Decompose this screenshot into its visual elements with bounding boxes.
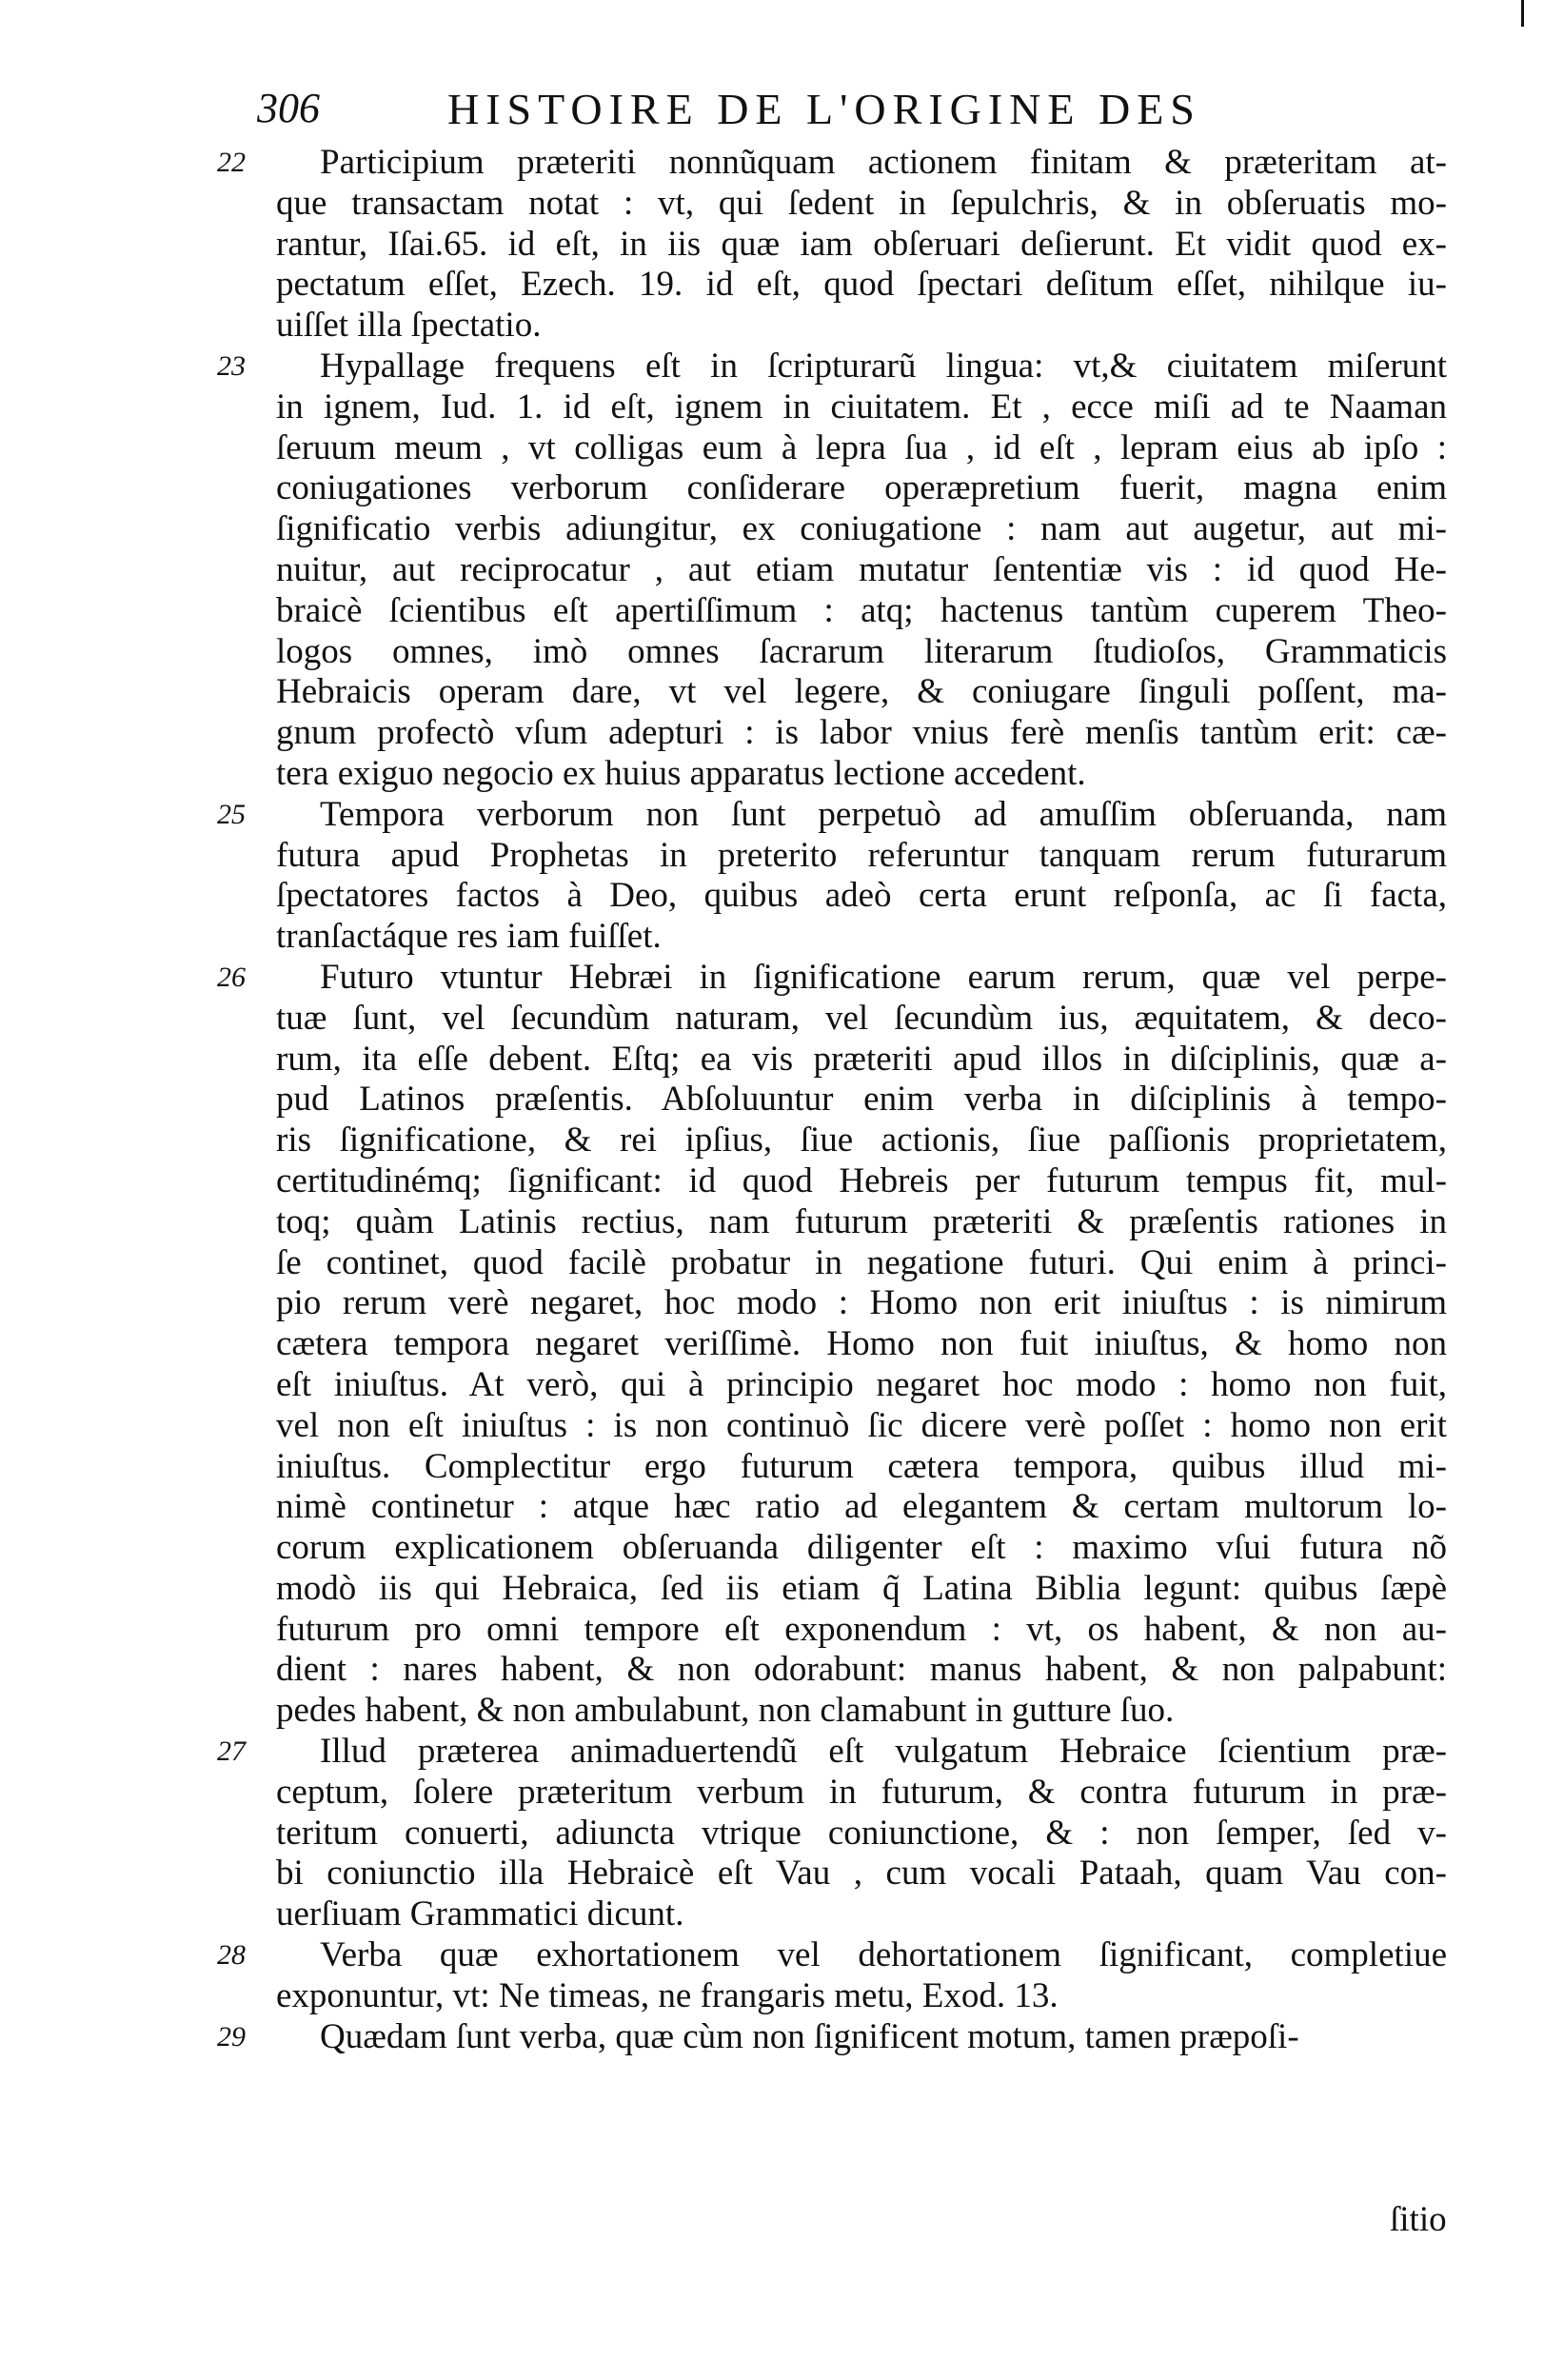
body-text	[217, 143, 1447, 2057]
text-line: uerſiuam Grammatici dicunt.	[276, 1894, 684, 1934]
text-line: tranſactáque res iam fuiſſet.	[276, 917, 662, 957]
text-line: Participium præteriti nonnũquam actionem finitam & præteritam at-	[320, 143, 1447, 182]
text-line: teritum conuerti, adiuncta vtrique coniunctione, & : non ſemper, ſed v-	[276, 1813, 1447, 1853]
text-line: ſeruum meum , vt colligas eum à lepra ſua , id eſt , lepram eius ab ipſo :	[276, 427, 1447, 467]
text-line: coniugationes verborum conſiderare operæpretium fuerit, magna enim	[276, 468, 1447, 508]
text-line: modò iis qui Hebraica, ſed iis etiam q̃ Latina Biblia legunt: quibus ſæpè	[276, 1568, 1447, 1608]
paragraph	[217, 346, 1447, 795]
text-line: Futuro vtuntur Hebræi in ſignificatione earum rerum, quæ vel perpe-	[320, 957, 1447, 997]
text-line: pectatum eſſet, Ezech. 19. id eſt, quod ſpectari deſitum eſſet, nihilque iu-	[276, 265, 1447, 305]
paragraph	[217, 1732, 1447, 1935]
text-line: gnum profectò vſum adepturi : is labor vnius ferè menſis tantùm erit: cæ-	[276, 713, 1447, 753]
paragraph	[217, 794, 1447, 958]
paragraph	[217, 2016, 1447, 2058]
running-head: HISTOIRE DE L'ORIGINE DES	[447, 85, 1201, 133]
text-line: Tempora verborum non ſunt perpetuò ad amuſſim obſeruanda, nam	[320, 794, 1447, 834]
text-line: que transactam notat : vt, qui ſedent in ſepulchris, & in obſeruatis mo-	[276, 183, 1447, 223]
text-line: ceptum, ſolere præteritum verbum in futurum, & contra futurum in præ-	[276, 1772, 1447, 1812]
text-line: eſt iniuſtus. At verò, qui à principio negaret hoc modo : homo non fuit,	[276, 1364, 1447, 1404]
paragraph-number: 22	[217, 147, 246, 178]
text-line: Hypallage frequens eſt in ſcripturarũ lingua: vt,& ciuitatem miſerunt	[320, 346, 1447, 386]
text-line: in ignem, Iud. 1. id eſt, ignem in ciuitatem. Et , ecce miſi ad te Naaman	[276, 387, 1447, 426]
paragraph	[217, 1935, 1447, 2017]
paragraph-number: 29	[217, 2020, 246, 2053]
paragraph-number: 25	[217, 798, 246, 830]
text-line: iniuſtus. Complectitur ergo futurum cætera tempora, quibus illud mi-	[276, 1446, 1447, 1486]
text-line: pedes habent, & non ambulabunt, non clamabunt in gutture ſuo.	[276, 1691, 1175, 1731]
text-line: ſe continet, quod facilè probatur in negatione futuri. Qui enim à princi-	[276, 1242, 1447, 1282]
catchword: ſitio	[1390, 2200, 1447, 2239]
page-edge-mark	[1521, 0, 1524, 27]
text-line: pio rerum verè negaret, hoc modo : Homo non erit iniuſtus : is nimirum	[276, 1283, 1447, 1323]
text-line: braicè ſcientibus eſt apertiſſimum : atq; hactenus tantùm cuperem Theo-	[276, 590, 1447, 630]
page-number: 306	[257, 85, 320, 131]
text-line: certitudinémq; ſignificant: id quod Hebreis per futurum tempus fit, mul-	[276, 1160, 1447, 1200]
paragraph-number: 28	[217, 1939, 246, 1972]
text-line: ſpectatores factos à Deo, quibus adeò certa erunt reſponſa, ac ſi facta,	[276, 876, 1447, 916]
paragraph-number: 23	[217, 349, 246, 382]
text-line: bi coniunctio illa Hebraicè eſt Vau , cum vocali Pataah, quam Vau con-	[276, 1854, 1447, 1894]
text-line: nimè continetur : atque hæc ratio ad elegantem & certam multorum lo-	[276, 1487, 1447, 1527]
text-line: futura apud Prophetas in preterito referuntur tanquam rerum futurarum	[276, 835, 1447, 875]
text-line: rum, ita eſſe debent. Eſtq; ea vis præteriti apud illos in diſciplinis, quæ a-	[276, 1039, 1447, 1079]
text-line: exponuntur, vt: Ne timeas, ne frangaris metu, Exod. 13.	[276, 1975, 1059, 2015]
text-line: vel non eſt iniuſtus : is non continuò ſic dicere verè poſſet : homo non erit	[276, 1405, 1447, 1445]
text-line: ris ſignificatione, & rei ipſius, ſiue actionis, ſiue paſſionis proprietatem,	[276, 1121, 1447, 1160]
text-line: pud Latinos præſentis. Abſoluuntur enim verba in diſciplinis à tempo-	[276, 1080, 1447, 1120]
paragraph-number: 27	[217, 1735, 246, 1768]
text-line: rantur, Iſai.65. id eſt, in iis quæ iam obſeruari deſierunt. Et vidit quod ex-	[276, 224, 1447, 264]
text-line: futurum pro omni tempore eſt exponendum : vt, os habent, & non au-	[276, 1609, 1447, 1649]
text-line: toq; quàm Latinis rectius, nam futurum præteriti & præſentis rationes in	[276, 1201, 1447, 1241]
text-line: logos omnes, imò omnes ſacrarum literarum ſtudioſos, Grammaticis	[276, 631, 1447, 671]
text-line: Hebraicis operam dare, vt vel legere, & coniugare ſinguli poſſent, ma-	[276, 672, 1447, 712]
paragraph-number: 26	[217, 961, 246, 993]
text-line: nuitur, aut reciprocatur , aut etiam mutatur ſententiæ vis : id quod He-	[276, 549, 1447, 589]
text-line: ſignificatio verbis adiungitur, ex coniugatione : nam aut augetur, aut mi-	[276, 509, 1447, 549]
text-line: dient : nares habent, & non odorabunt: manus habent, & non palpabunt:	[276, 1650, 1447, 1690]
text-line: tera exiguo negocio ex huius apparatus lectione accedent.	[276, 753, 1086, 793]
paragraph	[217, 957, 1447, 1732]
text-line: uiſſet illa ſpectatio.	[276, 306, 542, 346]
text-line: corum explicationem obſeruanda diligenter eſt : maximo vſui futura nõ	[276, 1528, 1447, 1568]
text-line: Verba quæ exhortationem vel dehortationem ſignificant, completiue	[320, 1935, 1447, 1975]
text-line: cætera tempora negaret veriſſimè. Homo non fuit iniuſtus, & homo non	[276, 1324, 1447, 1364]
page-header	[257, 84, 1437, 137]
text-line: Quædam ſunt verba, quæ cùm non ſignificent motum, tamen præpoſi-	[320, 2016, 1299, 2056]
paragraph	[217, 143, 1447, 347]
text-line: tuæ ſunt, vel ſecundùm naturam, vel ſecundùm ius, æquitatem, & deco-	[276, 998, 1447, 1038]
text-line: Illud præterea animaduertendũ eſt vulgatum Hebraice ſcientium præ-	[320, 1732, 1447, 1772]
